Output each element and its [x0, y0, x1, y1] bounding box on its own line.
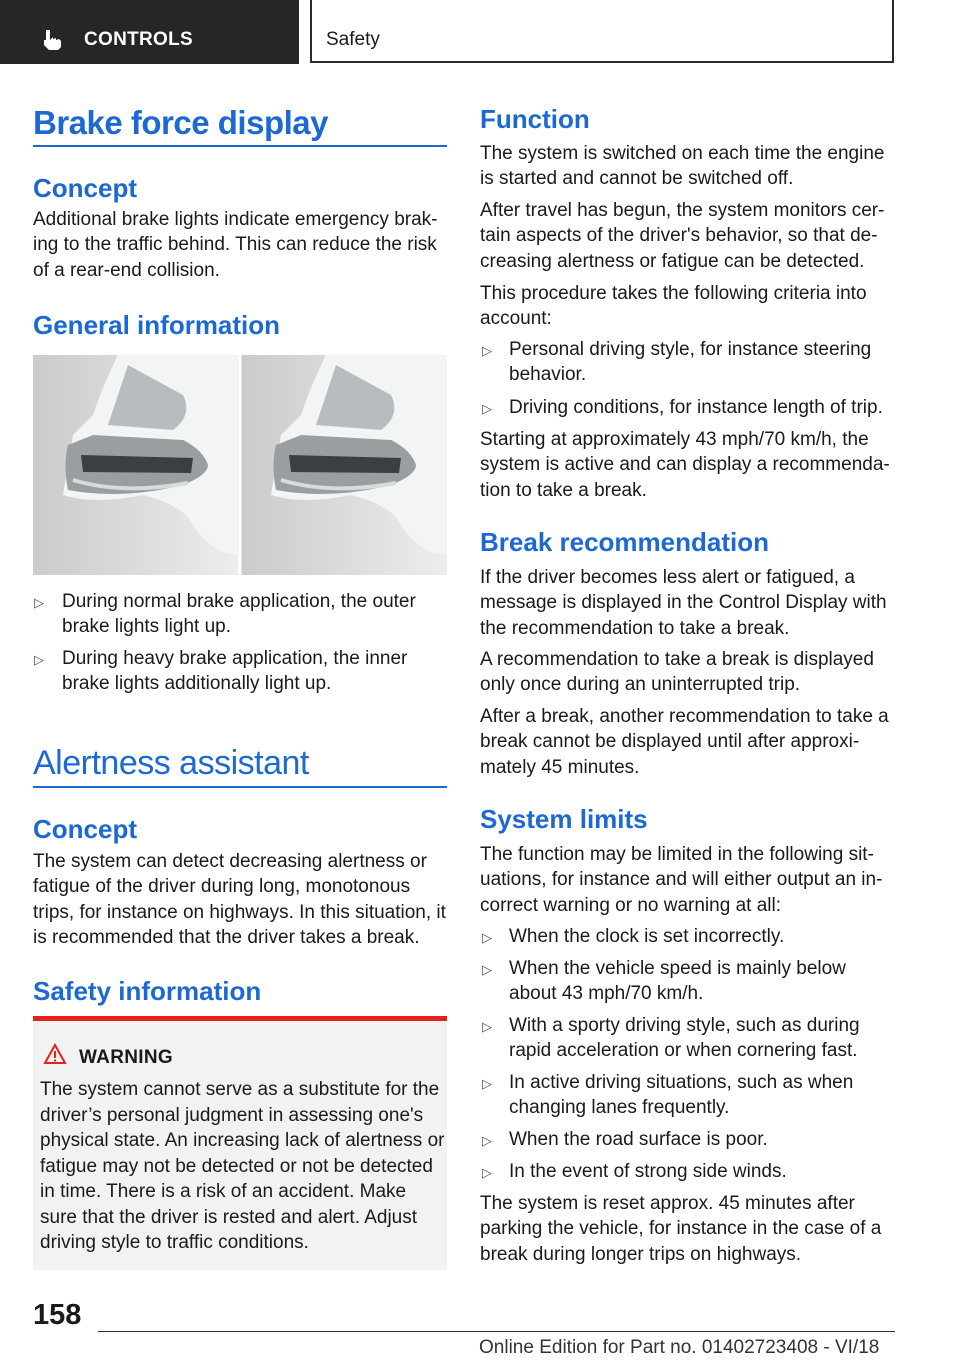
bullet-triangle-icon: ▷: [482, 1165, 492, 1180]
function-paragraph-1: The system is switched on each time the engine is started and cannot be switched off.: [480, 143, 885, 190]
title-rule: [33, 145, 447, 147]
footer-edition: Online Edition for Part no. 01402723408 - VI/18: [479, 1337, 880, 1358]
function-paragraph-2: After travel has begun, the system monitors cer‐ tain aspects of the driver's behavior, so that de‐ creasing alertness or fatigue can be detected.: [480, 200, 885, 272]
list-item: With a sporty driving style, such as during rapid acceleration or when cornering fast.: [509, 1015, 860, 1062]
section-label: CONTROLS: [84, 29, 194, 50]
bullet-triangle-icon: ▷: [482, 930, 492, 945]
concept-heading: Concept: [33, 173, 137, 203]
break-paragraph-3: After a break, another recommendation to take a break cannot be displayed until after approxi‐ mately 45 minutes.: [480, 706, 889, 778]
warning-triangle-icon: [43, 1043, 67, 1070]
list-item: During heavy brake application, the inner brake lights additionally light up.: [62, 648, 408, 695]
list-item: Driving conditions, for instance length of trip.: [509, 397, 883, 418]
bullet-triangle-icon: ▷: [482, 401, 492, 416]
list-item: When the clock is set incorrectly.: [509, 926, 785, 947]
alertness-rule: [33, 786, 447, 788]
bullet-triangle-icon: ▷: [482, 1076, 492, 1091]
break-paragraph-1: If the driver becomes less alert or fatigued, a message is displayed in the Control Display with the recommendation to take a break.: [480, 567, 887, 639]
bullet-triangle-icon: ▷: [34, 595, 44, 610]
limits-intro: The function may be limited in the following sit‐ uations, for instance and will either output an in‐ correct warning or no warning at all:: [480, 844, 883, 916]
warning-title: WARNING: [79, 1047, 173, 1068]
chapter-label: Safety: [326, 29, 380, 50]
warning-text: The system cannot serve as a substitute for the driver’s personal judgment in assessing one's physical state. An increasing lack of alertness or fatigue may not be detected or not be detected in time. There is a risk of an accident. Make sure that the driver is rested and alert. Adjust driving style to traffic conditions.: [40, 1079, 445, 1253]
section-tab: [0, 0, 299, 64]
bullet-triangle-icon: ▷: [482, 343, 492, 358]
bullet-triangle-icon: ▷: [482, 962, 492, 977]
list-item: In active driving situations, such as when changing lanes frequently.: [509, 1072, 854, 1119]
list-item: In the event of strong side winds.: [509, 1161, 787, 1182]
break-paragraph-2: A recommendation to take a break is displayed only once during an uninterrupted trip.: [480, 649, 874, 696]
bullet-triangle-icon: ▷: [482, 1133, 492, 1148]
alertness-title: Alertness assistant: [33, 744, 309, 782]
general-info-heading: General information: [33, 310, 281, 340]
function-paragraph-4: Starting at approximately 43 mph/70 km/h, the system is active and can display a recommenda‐ tion to take a break.: [480, 429, 890, 501]
list-item: When the road surface is poor.: [509, 1129, 768, 1150]
reset-paragraph: The system is reset approx. 45 minutes after parking the vehicle, for instance in the case of a break during longer trips on highways.: [480, 1193, 882, 1265]
bullet-triangle-icon: ▷: [34, 652, 44, 667]
page-number: 158: [33, 1299, 82, 1331]
bullet-triangle-icon: ▷: [482, 1019, 492, 1034]
page-title: Brake force display: [33, 104, 328, 141]
chapter-box: [310, 0, 894, 63]
alert-concept-text: The system can detect decreasing alertness or fatigue of the driver during long, monotonous trips, for instance on highways. In this situation, it is recommended that the driver takes a break.: [33, 851, 446, 948]
function-heading: Function: [480, 104, 590, 134]
function-paragraph-3: This procedure takes the following criteria into account:: [480, 283, 867, 330]
brake-lights-image: [33, 355, 447, 575]
system-limits-heading: System limits: [480, 804, 648, 834]
concept-text: Additional brake lights indicate emergency brak‐ ing to the traffic behind. This can reduce the risk of a rear‑end collision.: [33, 209, 438, 281]
list-item: During normal brake application, the outer brake lights light up.: [62, 591, 416, 638]
footer-rule: [98, 1331, 895, 1332]
alert-concept-heading: Concept: [33, 814, 137, 844]
list-item: Personal driving style, for instance steering behavior.: [509, 339, 872, 386]
controls-hand-icon: [40, 26, 66, 57]
list-item: When the vehicle speed is mainly below about 43 mph/70 km/h.: [509, 958, 846, 1005]
break-recommendation-heading: Break recommendation: [480, 527, 769, 557]
warning-box: [33, 1016, 447, 1270]
safety-info-heading: Safety information: [33, 976, 262, 1006]
